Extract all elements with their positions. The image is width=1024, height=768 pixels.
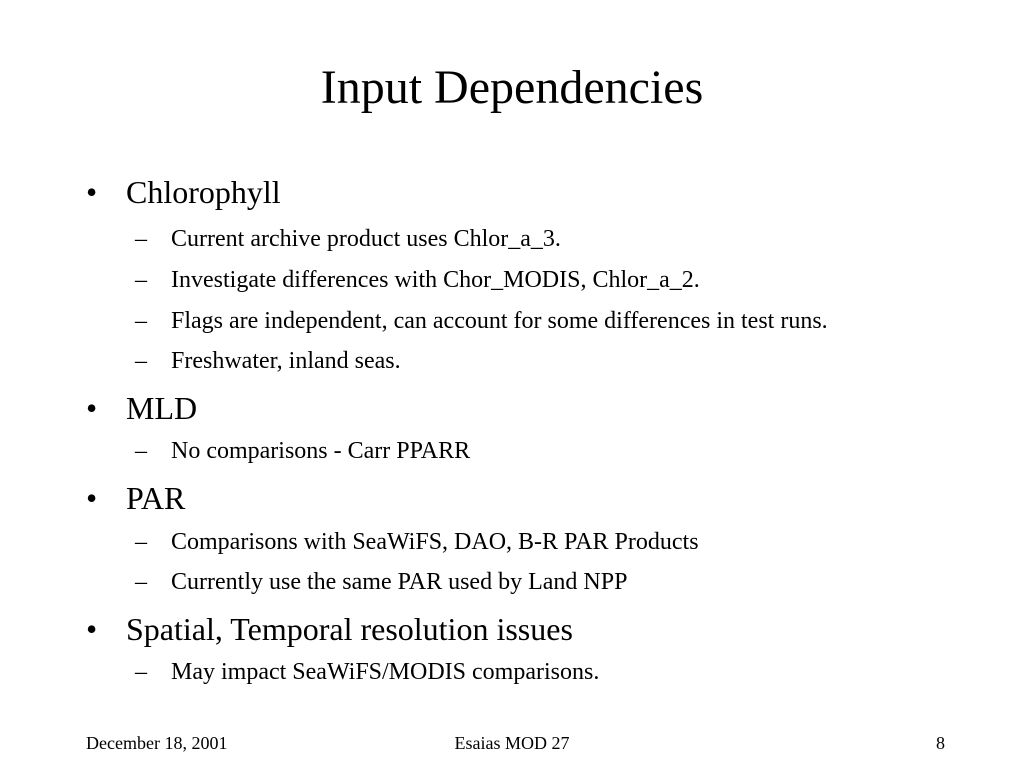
sub-bullet-marker: – [135, 569, 147, 595]
sub-bullet-text: Freshwater, inland seas. [171, 348, 401, 374]
bullet-marker: • [86, 390, 98, 426]
footer-date: December 18, 2001 [86, 733, 228, 753]
sub-bullet-marker: – [135, 267, 147, 293]
bullet-marker: • [86, 174, 98, 210]
footer-page-number: 8 [936, 733, 945, 753]
footer-presenter: Esaias MOD 27 [454, 733, 570, 753]
sub-bullet-text: No comparisons - Carr PPARR [171, 438, 471, 464]
sub-bullet-marker: – [135, 659, 147, 685]
bullet-marker: • [86, 611, 98, 647]
slide-title: Input Dependencies [320, 61, 704, 114]
bullet-marker: • [86, 480, 98, 516]
sub-bullet-marker: – [135, 348, 147, 374]
sub-bullet-text: May impact SeaWiFS/MODIS comparisons. [171, 659, 600, 685]
sub-bullet-text: Currently use the same PAR used by Land NPP [171, 569, 628, 595]
sub-bullet-text: Current archive product uses Chlor_a_3. [171, 226, 561, 252]
bullet-text: MLD [126, 390, 198, 426]
sub-bullet-text: Comparisons with SeaWiFS, DAO, B-R PAR Products [171, 529, 699, 555]
sub-bullet-marker: – [135, 438, 147, 464]
sub-bullet-text: Investigate differences with Chor_MODIS, Chlor_a_2. [171, 267, 700, 293]
sub-bullet-marker: – [135, 226, 147, 252]
bullet-text: Spatial, Temporal resolution issues [126, 611, 573, 647]
bullet-text: Chlorophyll [126, 174, 281, 210]
sub-bullet-marker: – [135, 308, 147, 334]
bullet-text: PAR [126, 480, 186, 516]
sub-bullet-text: Flags are independent, can account for some differences in test runs. [171, 308, 828, 334]
sub-bullet-marker: – [135, 529, 147, 555]
